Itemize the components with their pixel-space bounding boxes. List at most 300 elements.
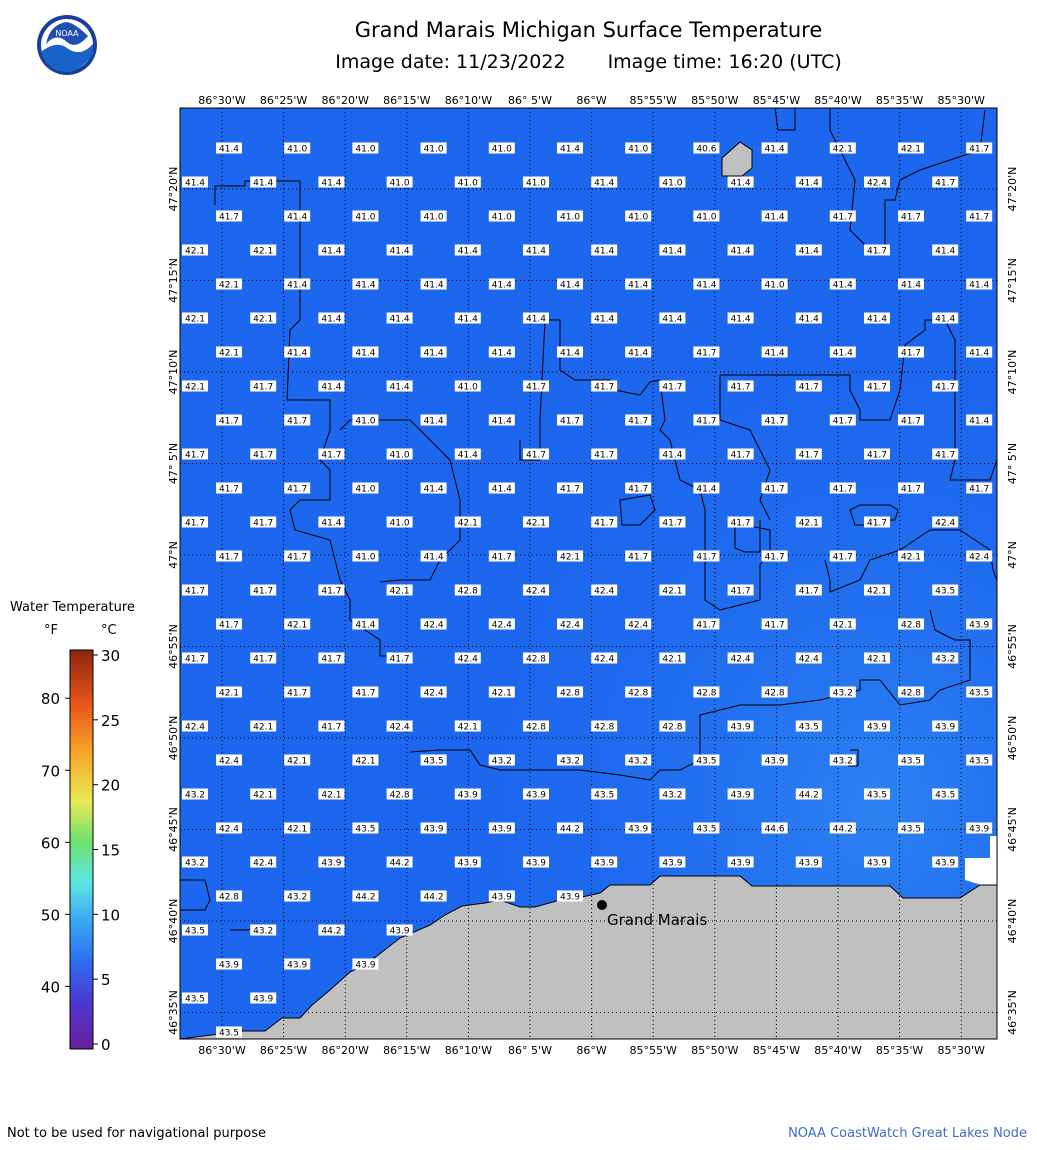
temp-label: 41.4 — [832, 280, 853, 291]
longitude-label: 86°25'W — [259, 1044, 308, 1057]
temp-label: 43.9 — [321, 858, 342, 869]
longitude-label: 85°35'W — [875, 94, 924, 107]
temp-label: 42.4 — [184, 722, 206, 733]
temp-label: 43.9 — [457, 790, 478, 801]
legend-tick-label-c: 15 — [101, 841, 121, 860]
temp-label: 43.9 — [866, 722, 888, 733]
temp-label: 42.4 — [594, 586, 615, 597]
temp-label: 41.0 — [764, 280, 785, 291]
temp-label: 41.7 — [696, 552, 717, 563]
temp-label: 42.8 — [900, 688, 922, 699]
temp-label: 41.4 — [525, 314, 547, 325]
temp-label: 41.0 — [525, 178, 547, 189]
temp-label: 41.0 — [287, 144, 308, 155]
latitude-label: 47°10'N — [1006, 349, 1019, 395]
latitude-label: 46°35'N — [167, 990, 180, 1035]
longitude-label: 86° 5'W — [508, 1044, 552, 1057]
temp-label: 41.0 — [355, 552, 376, 563]
temp-label: 43.2 — [935, 654, 956, 665]
temp-label: 41.7 — [559, 484, 581, 495]
temp-label: 43.9 — [730, 722, 751, 733]
temp-label: 41.4 — [628, 348, 649, 359]
temp-label: 41.7 — [628, 416, 649, 427]
temp-label: 43.5 — [866, 790, 888, 801]
temp-label: 41.4 — [457, 246, 478, 257]
temp-label: 41.7 — [321, 654, 342, 665]
temp-label: 42.1 — [832, 620, 853, 631]
temp-label: 42.1 — [184, 246, 206, 257]
temp-label: 43.5 — [798, 722, 819, 733]
temp-label: 41.7 — [969, 212, 990, 223]
temp-label: 41.7 — [218, 484, 240, 495]
temp-label: 42.8 — [525, 654, 547, 665]
temp-label: 43.9 — [218, 960, 240, 971]
temp-label: 41.4 — [798, 314, 819, 325]
temp-label: 43.2 — [491, 756, 512, 767]
temp-label: 41.0 — [559, 212, 581, 223]
temp-label: 42.1 — [900, 144, 922, 155]
temp-label: 43.9 — [935, 722, 956, 733]
temp-label: 41.7 — [628, 484, 649, 495]
temp-label: 41.0 — [457, 178, 478, 189]
longitude-label: 86°25'W — [259, 94, 308, 107]
temp-label: 42.1 — [457, 518, 478, 529]
longitude-label: 85°40'W — [814, 94, 862, 107]
temp-label: 42.4 — [389, 722, 410, 733]
temp-label: 44.2 — [355, 892, 376, 903]
temp-label: 41.4 — [287, 280, 308, 291]
temp-label: 42.1 — [389, 586, 410, 597]
temp-label: 43.9 — [594, 858, 615, 869]
temp-label: 41.4 — [423, 280, 444, 291]
temp-label: 41.4 — [491, 484, 512, 495]
latitude-label: 46°35'N — [1006, 990, 1019, 1035]
legend-color-bar — [70, 650, 93, 1049]
temp-label: 42.1 — [253, 246, 274, 257]
temp-label: 42.1 — [900, 552, 922, 563]
temp-label: 41.7 — [218, 416, 240, 427]
temp-label: 41.4 — [798, 246, 819, 257]
latitude-label: 47°10'N — [167, 349, 180, 395]
temp-label: 43.5 — [900, 756, 922, 767]
temp-label: 41.4 — [764, 144, 785, 155]
latitude-label: 47° 5'N — [167, 442, 180, 485]
temp-label: 42.8 — [900, 620, 922, 631]
temp-label: 43.9 — [559, 892, 581, 903]
temp-label: 41.7 — [764, 416, 785, 427]
temp-label: 42.8 — [559, 688, 581, 699]
latitude-label: 46°45'N — [167, 807, 180, 852]
longitude-label: 86°15'W — [383, 1044, 431, 1057]
temp-label: 41.0 — [457, 382, 478, 393]
longitude-label: 86°20'W — [321, 1044, 369, 1057]
temp-label: 42.1 — [832, 144, 853, 155]
map-title: Grand Marais Michigan Surface Temperature — [354, 18, 823, 42]
longitude-label: 86°30'W — [198, 94, 246, 107]
temp-label: 42.4 — [423, 688, 444, 699]
temp-label: 41.7 — [730, 586, 751, 597]
temp-label: 41.4 — [355, 280, 376, 291]
temp-label: 41.7 — [662, 382, 683, 393]
longitude-label: 86°15'W — [383, 94, 431, 107]
image-time: Image time: 16:20 (UTC) — [607, 51, 842, 73]
latitude-label: 47°15'N — [167, 258, 180, 303]
temp-label: 41.7 — [696, 416, 717, 427]
temp-label: 43.9 — [525, 790, 547, 801]
temp-label: 41.7 — [253, 586, 274, 597]
legend — [10, 600, 135, 1054]
temp-label: 41.4 — [457, 450, 478, 461]
temp-label: 41.4 — [389, 246, 410, 257]
temp-label: 41.7 — [696, 348, 717, 359]
temp-label: 41.7 — [832, 212, 853, 223]
temp-label: 41.4 — [491, 348, 512, 359]
temp-label: 42.1 — [253, 790, 274, 801]
temp-label: 43.5 — [184, 926, 206, 937]
temp-label: 43.9 — [389, 926, 410, 937]
temp-label: 42.4 — [457, 654, 478, 665]
temp-label: 43.5 — [696, 824, 717, 835]
longitude-label: 85°30'W — [937, 94, 985, 107]
footer-disclaimer: Not to be used for navigational purpose — [7, 1126, 267, 1141]
temp-label: 43.9 — [662, 858, 683, 869]
temp-label: 41.4 — [935, 314, 956, 325]
temp-label: 43.5 — [184, 994, 206, 1005]
temp-label: 41.7 — [287, 484, 308, 495]
temp-label: 41.0 — [491, 144, 512, 155]
temp-label: 41.0 — [423, 212, 444, 223]
temp-label: 42.1 — [287, 756, 308, 767]
temp-label: 42.4 — [730, 654, 751, 665]
temp-label: 41.4 — [423, 484, 444, 495]
temp-label: 42.1 — [253, 722, 274, 733]
temp-label: 42.1 — [218, 280, 240, 291]
temp-label: 42.1 — [866, 654, 888, 665]
noaa-logo-text: NOAA — [55, 29, 79, 38]
temp-label: 41.7 — [764, 484, 785, 495]
latitude-label: 46°40'N — [167, 898, 180, 944]
temp-label: 41.7 — [935, 450, 956, 461]
temp-label: 41.4 — [218, 144, 240, 155]
temp-label: 42.1 — [218, 688, 240, 699]
longitude-label: 86°W — [576, 1044, 607, 1057]
temp-label: 41.7 — [594, 382, 615, 393]
temp-label: 41.7 — [184, 518, 206, 529]
temp-label: 41.7 — [218, 212, 240, 223]
latitude-label: 47°20'N — [167, 166, 180, 212]
temp-label: 41.4 — [764, 348, 785, 359]
temp-label: 41.0 — [355, 484, 376, 495]
temp-label: 41.7 — [184, 654, 206, 665]
temp-label: 41.7 — [662, 518, 683, 529]
temp-label: 41.7 — [935, 382, 956, 393]
temp-label: 42.1 — [866, 586, 888, 597]
temp-label: 41.4 — [696, 484, 717, 495]
temp-label: 41.4 — [287, 212, 308, 223]
temp-label: 41.7 — [184, 450, 206, 461]
temp-label: 41.4 — [594, 246, 615, 257]
temp-label: 41.7 — [866, 518, 888, 529]
legend-unit-c: °C — [101, 623, 117, 638]
temp-label: 42.1 — [559, 552, 581, 563]
latitude-label: 46°50'N — [167, 715, 180, 761]
temp-label: 41.4 — [559, 144, 581, 155]
temp-label: 43.5 — [900, 824, 922, 835]
temp-label: 41.0 — [628, 144, 649, 155]
temp-label: 43.9 — [969, 620, 990, 631]
temp-label: 41.4 — [662, 246, 683, 257]
temp-label: 41.4 — [287, 348, 308, 359]
temp-label: 43.2 — [184, 858, 206, 869]
temp-label: 41.7 — [696, 620, 717, 631]
temp-label: 42.1 — [798, 518, 819, 529]
latitude-label: 47°20'N — [1006, 166, 1019, 212]
temp-label: 42.1 — [218, 348, 240, 359]
temp-label: 43.9 — [491, 824, 512, 835]
latitude-label: 46°40'N — [1006, 898, 1019, 944]
temp-label: 43.5 — [935, 790, 956, 801]
temp-label: 43.9 — [457, 858, 478, 869]
temp-label: 42.4 — [218, 824, 240, 835]
temp-label: 43.5 — [218, 1028, 240, 1039]
temp-label: 43.9 — [730, 790, 751, 801]
temp-label: 43.9 — [866, 858, 888, 869]
legend-unit-f: °F — [44, 623, 58, 638]
temp-label: 42.8 — [457, 586, 478, 597]
temp-label: 41.7 — [594, 518, 615, 529]
temp-label: 41.7 — [287, 688, 308, 699]
temp-label: 41.7 — [287, 552, 308, 563]
temp-label: 41.7 — [218, 620, 240, 631]
temp-label: 43.9 — [969, 824, 990, 835]
temp-label: 41.0 — [423, 144, 444, 155]
longitude-label: 86°20'W — [321, 94, 369, 107]
temp-label: 41.7 — [253, 654, 274, 665]
temp-label: 42.4 — [525, 586, 547, 597]
latitude-labels-right — [1006, 167, 1019, 1035]
temp-label: 41.7 — [730, 382, 751, 393]
temp-label: 42.4 — [423, 620, 444, 631]
temp-label: 42.1 — [253, 314, 274, 325]
temp-label: 41.4 — [832, 348, 853, 359]
latitude-label: 47°N — [1006, 541, 1019, 569]
grand-marais-marker-icon — [597, 900, 607, 910]
temp-label: 41.7 — [832, 552, 853, 563]
temp-label: 41.7 — [525, 450, 547, 461]
temp-label: 43.5 — [696, 756, 717, 767]
temp-label: 41.7 — [730, 450, 751, 461]
temp-label: 41.4 — [594, 314, 615, 325]
temp-label: 41.4 — [525, 246, 547, 257]
temp-label: 41.7 — [866, 246, 888, 257]
temp-label: 41.7 — [730, 518, 751, 529]
latitude-label: 46°55'N — [1006, 624, 1019, 669]
legend-tick-label-c: 5 — [101, 971, 111, 990]
temp-label: 42.1 — [184, 382, 206, 393]
temp-label: 42.1 — [287, 620, 308, 631]
temp-label: 43.2 — [662, 790, 683, 801]
longitude-label: 85°50'W — [691, 1044, 739, 1057]
longitude-label: 85°35'W — [875, 1044, 924, 1057]
temp-label: 41.7 — [594, 450, 615, 461]
temp-label: 41.7 — [900, 212, 922, 223]
temp-label: 42.8 — [594, 722, 615, 733]
temp-label: 42.1 — [662, 586, 683, 597]
temp-label: 41.4 — [321, 518, 342, 529]
temp-label: 41.7 — [969, 484, 990, 495]
temp-label: 42.4 — [491, 620, 512, 631]
temp-label: 41.4 — [491, 280, 512, 291]
temp-label: 41.4 — [628, 280, 649, 291]
longitude-label: 85°50'W — [691, 94, 739, 107]
temp-label: 41.7 — [798, 586, 819, 597]
longitude-labels-top — [198, 94, 985, 107]
temp-label: 41.7 — [321, 586, 342, 597]
temp-label: 40.6 — [696, 144, 717, 155]
temp-label: 43.9 — [355, 960, 376, 971]
temp-label: 42.4 — [218, 756, 240, 767]
latitude-label: 47°N — [167, 541, 180, 569]
temp-label: 41.4 — [389, 314, 410, 325]
temp-label: 41.4 — [423, 552, 444, 563]
temp-label: 44.2 — [321, 926, 342, 937]
temp-label: 41.7 — [900, 348, 922, 359]
temp-label: 41.7 — [253, 450, 274, 461]
temp-label: 41.4 — [321, 246, 342, 257]
temp-label: 41.4 — [355, 348, 376, 359]
temp-label: 43.5 — [969, 688, 990, 699]
temp-label: 42.8 — [662, 722, 683, 733]
latitude-labels-left — [167, 167, 180, 1035]
temp-label: 41.0 — [355, 144, 376, 155]
temp-label: 41.4 — [321, 382, 342, 393]
temp-label: 42.8 — [628, 688, 649, 699]
temp-label: 41.7 — [218, 552, 240, 563]
temp-label: 42.1 — [525, 518, 547, 529]
temp-label: 41.7 — [321, 722, 342, 733]
temp-label: 41.0 — [628, 212, 649, 223]
temp-label: 42.1 — [662, 654, 683, 665]
temp-label: 41.4 — [662, 450, 683, 461]
temp-label: 43.5 — [355, 824, 376, 835]
longitude-label: 86°W — [576, 94, 607, 107]
temp-label: 42.1 — [287, 824, 308, 835]
temp-label: 43.2 — [832, 688, 853, 699]
temp-label: 41.4 — [764, 212, 785, 223]
temp-label: 41.0 — [355, 212, 376, 223]
longitude-label: 85°55'W — [629, 1044, 677, 1057]
temp-label: 42.4 — [253, 858, 274, 869]
temp-label: 41.4 — [730, 246, 751, 257]
latitude-label: 47° 5'N — [1006, 442, 1019, 485]
temp-label: 41.4 — [559, 280, 581, 291]
temp-label: 41.7 — [184, 586, 206, 597]
temp-label: 44.6 — [764, 824, 785, 835]
legend-tick-label-f: 50 — [40, 906, 60, 925]
legend-tick-label-c: 0 — [101, 1036, 111, 1054]
temp-label: 41.4 — [321, 314, 342, 325]
temp-label: 42.1 — [184, 314, 206, 325]
image-date: Image date: 11/23/2022 — [335, 51, 566, 73]
temp-label: 41.4 — [662, 314, 683, 325]
temp-label: 41.0 — [389, 518, 410, 529]
temp-label: 43.2 — [184, 790, 206, 801]
temp-label: 44.2 — [389, 858, 410, 869]
temp-label: 43.9 — [798, 858, 819, 869]
temp-label: 41.7 — [866, 450, 888, 461]
temp-label: 41.4 — [321, 178, 342, 189]
temp-label: 43.2 — [253, 926, 274, 937]
temp-label: 42.4 — [798, 654, 819, 665]
temp-label: 41.7 — [764, 620, 785, 631]
temp-label: 43.9 — [253, 994, 274, 1005]
temp-label: 41.7 — [559, 416, 581, 427]
temp-label: 43.2 — [628, 756, 649, 767]
temp-label: 42.8 — [696, 688, 717, 699]
temp-label: 41.4 — [900, 280, 922, 291]
temp-label: 41.0 — [389, 450, 410, 461]
temp-label: 43.9 — [525, 858, 547, 869]
temp-label: 41.7 — [389, 654, 410, 665]
legend-tick-label-c: 30 — [101, 647, 121, 665]
temp-label: 44.2 — [423, 892, 444, 903]
longitude-label: 85°45'W — [752, 94, 801, 107]
legend-tick-label-f: 40 — [40, 978, 60, 997]
temp-label: 41.4 — [423, 348, 444, 359]
temp-label: 42.4 — [594, 654, 615, 665]
latitude-label: 47°15'N — [1006, 258, 1019, 303]
temp-label: 44.2 — [832, 824, 853, 835]
temp-label: 41.7 — [832, 484, 853, 495]
longitude-label: 86° 5'W — [508, 94, 552, 107]
temp-label: 41.4 — [969, 348, 990, 359]
temp-label: 43.5 — [423, 756, 444, 767]
longitude-label: 85°30'W — [937, 1044, 985, 1057]
temp-label: 41.4 — [935, 246, 956, 257]
temp-label: 41.4 — [389, 382, 410, 393]
temp-label: 41.4 — [969, 416, 990, 427]
temp-label: 41.7 — [287, 416, 308, 427]
temp-label: 41.7 — [491, 552, 512, 563]
temp-label: 42.8 — [764, 688, 785, 699]
temp-label: 41.7 — [832, 416, 853, 427]
temp-label: 42.1 — [355, 756, 376, 767]
temp-label: 41.7 — [798, 450, 819, 461]
temp-label: 41.4 — [730, 178, 751, 189]
temp-label: 43.9 — [287, 960, 308, 971]
legend-tick-label-f: 70 — [40, 762, 60, 781]
temp-label: 42.4 — [559, 620, 581, 631]
temp-label: 41.4 — [559, 348, 581, 359]
temp-label: 41.4 — [969, 280, 990, 291]
temp-label: 43.2 — [287, 892, 308, 903]
temp-label: 41.7 — [935, 178, 956, 189]
temp-label: 43.5 — [935, 586, 956, 597]
temp-label: 42.8 — [525, 722, 547, 733]
temp-label: 41.4 — [253, 178, 274, 189]
legend-tick-label-c: 25 — [101, 711, 121, 730]
temp-label: 43.9 — [730, 858, 751, 869]
temp-label: 41.4 — [730, 314, 751, 325]
temp-label: 43.5 — [594, 790, 615, 801]
latitude-label: 46°45'N — [1006, 807, 1019, 852]
temp-label: 42.8 — [218, 892, 240, 903]
longitude-label: 86°10'W — [444, 94, 493, 107]
temp-label: 41.4 — [423, 416, 444, 427]
temp-label: 41.7 — [525, 382, 547, 393]
temp-label: 41.7 — [253, 518, 274, 529]
temp-label: 43.9 — [423, 824, 444, 835]
